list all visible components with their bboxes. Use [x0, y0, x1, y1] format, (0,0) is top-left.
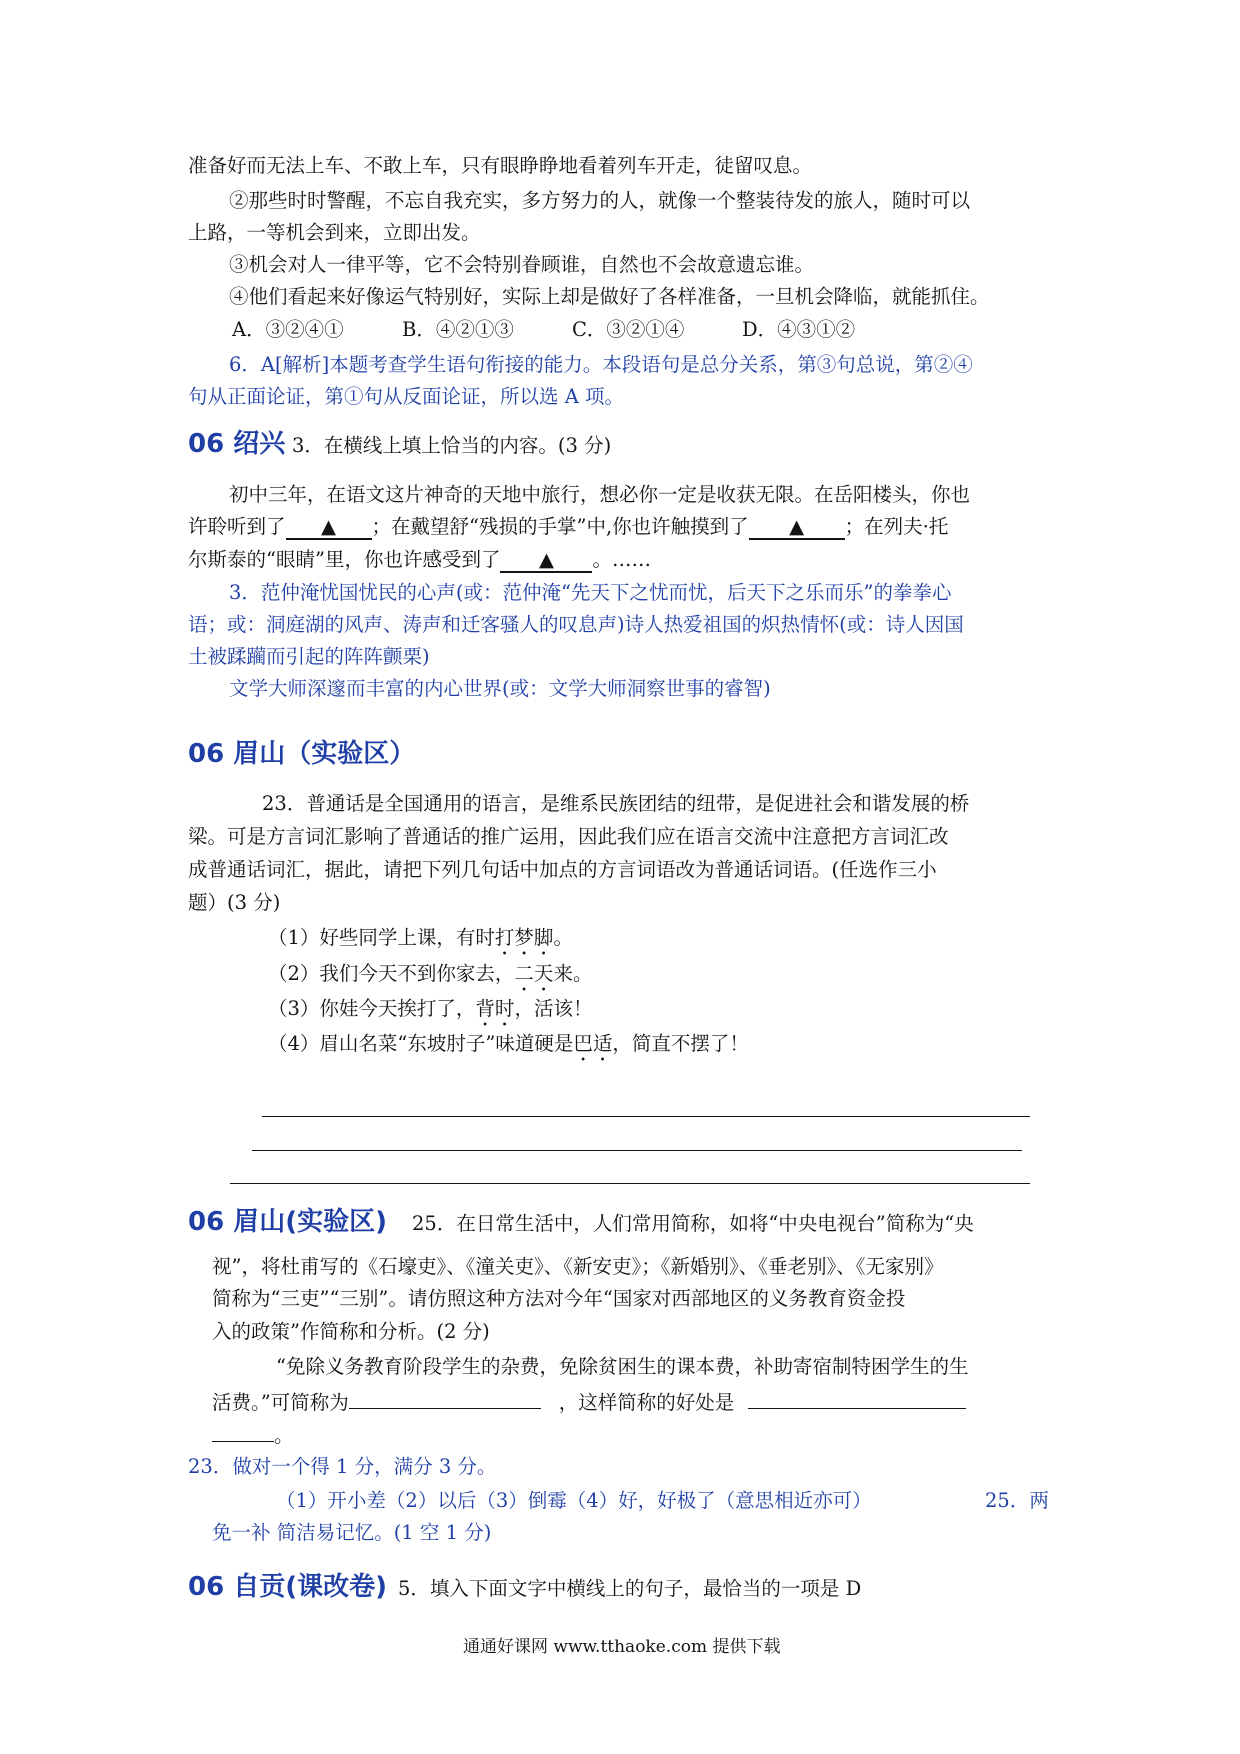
- section-heading: 06 眉山（实验区）: [188, 739, 416, 769]
- sub-question: [268, 995, 592, 1031]
- fill-blank[interactable]: [748, 1386, 966, 1409]
- question-text: 5．填入下面文字中横线上的句子，最恰当的一项是 D: [398, 1577, 862, 1600]
- text-line: ②那些时时警醒，不忘自我充实，多方努力的人，就像一个整装待发的旅人，随时可以: [229, 189, 971, 212]
- text-line: 上路，一等机会到来，立即出发。: [188, 221, 481, 244]
- fill-blank[interactable]: [500, 549, 592, 573]
- text-line: [212, 1419, 294, 1450]
- text-line: “免除义务教育阶段学生的杂费，免除贫困生的课本费，补助寄宿制特困学生的生: [276, 1355, 969, 1378]
- text-line: 初中三年，在语文这片神奇的天地中旅行，想必你一定是收获无限。在岳阳楼头，你也: [229, 483, 971, 506]
- text-line: ④他们看起来好像运气特别好，实际上却是做好了各样准备，一旦机会降临，就能抓住。: [229, 285, 990, 308]
- fill-blank[interactable]: [749, 516, 845, 540]
- triangle-icon: ▲: [321, 515, 337, 538]
- text-fragment: ；在列夫·托: [844, 515, 949, 538]
- section-heading: 06 绍兴: [188, 429, 286, 459]
- text-fragment: 。: [274, 1424, 294, 1447]
- option-c: C．③②①④: [572, 318, 685, 341]
- answer-line: 免一补 简洁易记忆。(1 空 1 分): [212, 1521, 492, 1544]
- fill-blank[interactable]: [212, 1419, 274, 1442]
- fill-blank[interactable]: [286, 516, 372, 540]
- sub-question: [268, 924, 573, 960]
- question-text: 3．在横线上填上恰当的内容。(3 分): [292, 434, 612, 457]
- text-line: [188, 513, 948, 541]
- text-line: 简称为“三吏”“三别”。请仿照这种方法对今年“国家对西部地区的义务教育资金投: [212, 1287, 906, 1310]
- text-fragment: ，活该！: [514, 997, 593, 1020]
- text-fragment: 来。: [553, 962, 593, 985]
- answer-line: 土被蹂躏而引起的阵阵颤栗): [188, 645, 430, 668]
- text-fragment: （2）我们今天不到你家去，: [268, 962, 515, 985]
- text-fragment: 。……: [592, 548, 651, 571]
- text-line: 25．在日常生活中，人们常用简称，如将“中央电视台”简称为“央: [412, 1212, 974, 1235]
- answer-line: 6．A[解析]本题考查学生语句衔接的能力。本段语句是总分关系，第③句总说，第②④: [229, 353, 973, 376]
- text-line: 准备好而无法上车、不敢上车，只有眼睁睁地看着列车开走，徒留叹息。: [188, 154, 813, 177]
- text-line: 题）(3 分): [188, 891, 281, 914]
- answer-line-blank[interactable]: [262, 1116, 1030, 1117]
- sub-question: [268, 1030, 749, 1066]
- option-d: D．④③①②: [742, 318, 856, 341]
- sub-question: [268, 960, 592, 996]
- triangle-icon: ▲: [789, 515, 805, 538]
- text-line: [212, 1386, 966, 1417]
- answer-line: 3．范仲淹忧国忧民的心声(或：范仲淹“先天下之忧而忧，后天下之乐而乐”的拳拳心: [229, 581, 952, 604]
- dotted-word: 巴适: [573, 1032, 613, 1055]
- fill-blank[interactable]: [349, 1386, 541, 1409]
- text-fragment: 尔斯泰的“眼睛”里，你也许感受到了: [188, 548, 501, 571]
- text-line: 成普通话词汇，据此，请把下列几句话中加点的方言词语改为普通话词语。(任选作三小: [188, 858, 937, 881]
- text-fragment: （4）眉山名菜“东坡肘子”味道硬是: [268, 1032, 574, 1055]
- text-fragment: （3）你娃今天挨打了，: [268, 997, 476, 1020]
- answer-line: （1）开小差（2）以后（3）倒霉（4）好，好极了（意思相近亦可）: [276, 1489, 872, 1512]
- text-fragment: ，这样简称的好处是: [558, 1391, 735, 1414]
- text-line: ③机会对人一律平等，它不会特别眷顾谁，自然也不会故意遗忘谁。: [229, 253, 815, 276]
- answer-line-blank[interactable]: [230, 1183, 1030, 1184]
- dotted-word: 二天: [514, 962, 554, 985]
- page-footer: 通通好课网 www.tthaoke.com 提供下载: [463, 1637, 781, 1657]
- section-heading: 06 眉山(实验区): [188, 1207, 387, 1237]
- text-line: 视”，将杜甫写的《石壕吏》、《潼关吏》、《新安吏》；《新婚别》、《垂老别》、《无家别》: [212, 1255, 944, 1278]
- text-fragment: （1）好些同学上课，有时: [268, 926, 495, 949]
- answer-line: 语；或：洞庭湖的风声、涛声和迁客骚人的叹息声)诗人热爱祖国的炽热情怀(或：诗人因国: [188, 613, 964, 636]
- answer-line: 句从正面论证，第①句从反面论证，所以选 A 项。: [188, 385, 624, 408]
- answer-line: 文学大师深邃而丰富的内心世界(或：文学大师洞察世事的睿智): [229, 677, 771, 700]
- text-fragment: ，简直不摆了！: [612, 1032, 749, 1055]
- text-fragment: 许聆听到了: [188, 515, 286, 538]
- text-line: 23．普通话是全国通用的语言，是维系民族团结的纽带，是促进社会和谐发展的桥: [262, 792, 970, 815]
- text-fragment: 活费。”可简称为: [212, 1391, 349, 1414]
- option-b: B．④②①③: [402, 318, 514, 341]
- dotted-word: 打梦脚: [494, 926, 554, 949]
- dotted-word: 背时: [475, 997, 515, 1020]
- text-fragment: ；在戴望舒“残损的手掌”中,你也许触摸到了: [371, 515, 749, 538]
- answer-line: 25．两: [985, 1489, 1049, 1512]
- triangle-icon: ▲: [538, 548, 554, 571]
- answer-line-blank[interactable]: [252, 1150, 1022, 1151]
- option-a: A．③②④①: [232, 318, 344, 341]
- text-line: 梁。可是方言词汇影响了普通话的推广运用，因此我们应在语言交流中注意把方言词汇改: [188, 825, 949, 848]
- text-line: [188, 546, 651, 574]
- section-heading: 06 自贡(课改卷): [188, 1572, 387, 1602]
- text-line: 入的政策”作简称和分析。(2 分): [212, 1320, 490, 1343]
- answer-line: 23．做对一个得 1 分，满分 3 分。: [188, 1455, 497, 1478]
- text-fragment: 。: [553, 926, 573, 949]
